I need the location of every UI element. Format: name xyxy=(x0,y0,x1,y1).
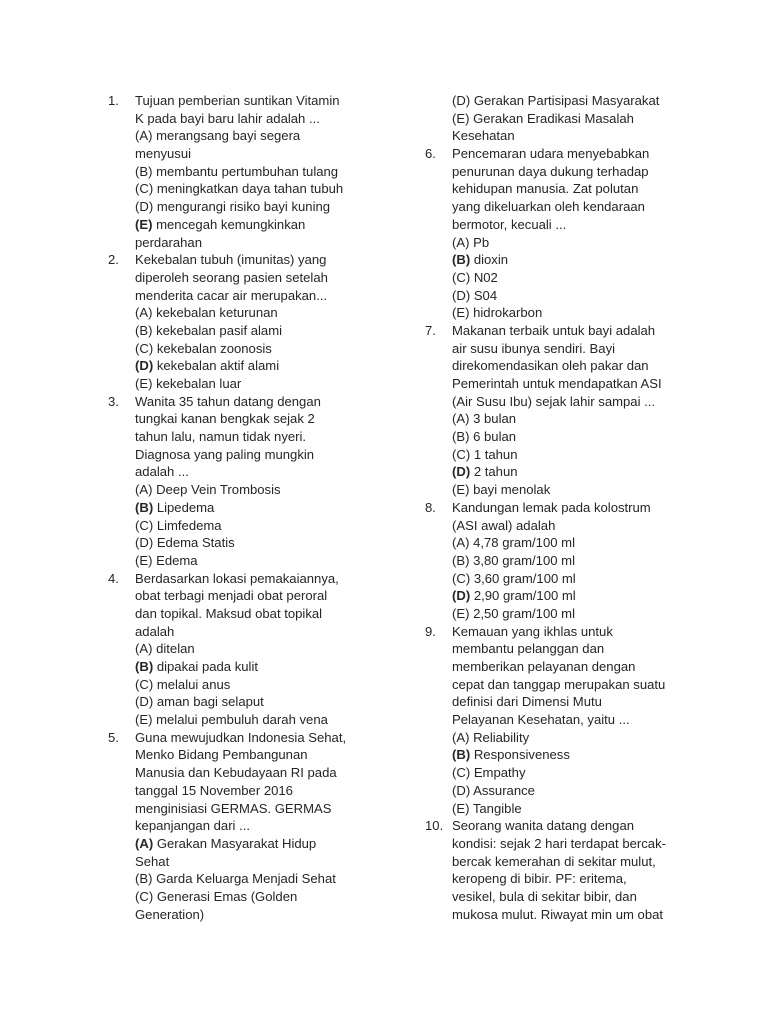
text-segment: (B) 3,80 gram/100 ml xyxy=(452,552,575,568)
text-segment: kepanjangan dari ... xyxy=(135,818,251,834)
text-segment: bermotor, kecuali ... xyxy=(452,216,567,232)
text-line xyxy=(135,658,358,676)
text-line xyxy=(452,322,685,340)
text-line xyxy=(452,269,685,287)
text-segment: (A) ditelan xyxy=(135,641,195,657)
text-segment: kekebalan aktif alami xyxy=(153,358,280,374)
text-line xyxy=(135,587,358,605)
text-line xyxy=(135,817,358,835)
text-line xyxy=(452,393,685,411)
text-segment: K pada bayi baru lahir adalah ... xyxy=(135,110,320,126)
text-line xyxy=(452,552,685,570)
text-segment: Guna mewujudkan Indonesia Sehat, xyxy=(135,729,347,745)
text-segment: dipakai pada kulit xyxy=(153,659,259,674)
question-item xyxy=(108,393,358,570)
text-segment: kehidupan manusia. Zat polutan xyxy=(452,181,639,197)
text-line xyxy=(452,587,685,605)
text-segment: (B) kekebalan pasif alami xyxy=(135,322,283,338)
text-segment: (ASI awal) adalah xyxy=(452,517,556,533)
text-line xyxy=(135,410,358,428)
answer-key-marker: (E) xyxy=(135,216,153,232)
text-segment: Berdasarkan lokasi pemakaiannya, xyxy=(135,570,339,586)
question-item xyxy=(425,322,685,499)
text-segment: (A) Reliability xyxy=(452,729,530,745)
text-line xyxy=(135,234,358,252)
text-segment: (C) meningkatkan daya tahan tubuh xyxy=(135,181,344,197)
question-item xyxy=(425,499,685,623)
text-segment: (C) Limfedema xyxy=(135,517,222,533)
question-text xyxy=(135,729,358,924)
text-line xyxy=(135,853,358,871)
text-segment: definisi dari Dimensi Mutu xyxy=(452,694,602,710)
text-segment: tahun lalu, namun tidak nyeri. xyxy=(135,429,307,445)
text-segment: Sehat xyxy=(135,853,170,869)
text-segment: Menko Bidang Pembangunan xyxy=(135,747,308,763)
text-segment: Tujuan pemberian suntikan Vitamin xyxy=(135,93,340,108)
question-text xyxy=(135,393,358,570)
answer-key-marker: (B) xyxy=(452,252,471,268)
text-line xyxy=(452,251,685,269)
text-line xyxy=(135,906,358,924)
text-segment: (C) Empathy xyxy=(452,765,526,781)
text-line xyxy=(452,853,685,871)
question-number: 10. xyxy=(425,818,444,834)
text-line xyxy=(135,92,358,110)
text-segment: direkomendasikan oleh pakar dan xyxy=(452,358,649,374)
text-segment: (D) mengurangi risiko bayi kuning xyxy=(135,199,331,215)
text-line xyxy=(452,92,685,110)
text-segment: (D) Assurance xyxy=(452,782,535,798)
text-line xyxy=(452,746,685,764)
text-line xyxy=(452,340,685,358)
text-segment: mencegah kemungkinkan xyxy=(152,216,306,232)
text-line xyxy=(135,446,358,464)
text-line xyxy=(135,145,358,163)
text-segment: Seorang wanita datang dengan xyxy=(452,818,635,834)
question-text xyxy=(135,92,358,251)
text-segment: (A) kekebalan keturunan xyxy=(135,305,278,321)
text-segment: (E) 2,50 gram/100 ml xyxy=(452,605,575,621)
text-line xyxy=(135,711,358,729)
text-segment: cepat dan tanggap merupakan suatu xyxy=(452,676,666,692)
text-segment: (C) kekebalan zoonosis xyxy=(135,340,272,356)
text-line xyxy=(135,269,358,287)
question-number: 9. xyxy=(425,623,436,639)
text-line xyxy=(452,782,685,800)
text-segment: (C) N02 xyxy=(452,269,498,285)
text-line xyxy=(135,357,358,375)
text-segment: (A) merangsang bayi segera xyxy=(135,128,301,144)
text-segment: adalah xyxy=(135,623,175,639)
text-line xyxy=(135,463,358,481)
text-line xyxy=(135,517,358,535)
question-number: 1. xyxy=(108,93,119,108)
text-segment: 2,90 gram/100 ml xyxy=(470,588,576,604)
text-line xyxy=(135,534,358,552)
text-line xyxy=(135,481,358,499)
text-segment: dan topikal. Maksud obat topikal xyxy=(135,605,323,621)
text-line xyxy=(452,693,685,711)
question-number: 5. xyxy=(108,729,119,745)
text-segment: Kesehatan xyxy=(452,128,515,144)
question-text xyxy=(452,499,685,623)
text-line xyxy=(135,304,358,322)
text-line xyxy=(135,800,358,818)
question-item xyxy=(425,623,685,818)
text-segment: menginisiasi GERMAS. GERMAS xyxy=(135,800,332,816)
text-segment: adalah ... xyxy=(135,464,189,480)
text-line xyxy=(452,163,685,181)
text-segment: menyusui xyxy=(135,146,192,162)
text-segment: perdarahan xyxy=(135,234,202,250)
text-line xyxy=(135,746,358,764)
answer-key-marker: (D) xyxy=(452,464,471,480)
text-line xyxy=(135,251,358,269)
text-line xyxy=(452,570,685,588)
text-segment: (E) bayi menolak xyxy=(452,482,551,498)
question-text xyxy=(452,145,685,322)
text-line xyxy=(452,304,685,322)
text-line xyxy=(135,499,358,517)
text-line xyxy=(452,517,685,535)
text-line xyxy=(452,110,685,128)
text-segment: (C) 3,60 gram/100 ml xyxy=(452,570,576,586)
text-segment: bercak kemerahan di sekitar mulut, xyxy=(452,853,656,869)
question-item xyxy=(108,570,358,729)
text-segment: (B) 6 bulan xyxy=(452,429,517,445)
text-segment: tungkai kanan bengkak sejak 2 xyxy=(135,411,315,427)
text-line xyxy=(135,198,358,216)
text-line xyxy=(135,676,358,694)
answer-key-marker: (D) xyxy=(452,588,471,604)
text-segment: diperoleh seorang pasien setelah xyxy=(135,269,328,285)
text-line xyxy=(452,446,685,464)
question-number: 6. xyxy=(425,146,436,162)
text-line xyxy=(135,552,358,570)
text-line xyxy=(452,729,685,747)
text-segment: (C) 1 tahun xyxy=(452,446,518,462)
text-line xyxy=(452,287,685,305)
text-segment: vesikel, bula di sekitar bibir, dan xyxy=(452,888,637,904)
text-line xyxy=(135,375,358,393)
text-segment: (B) membantu pertumbuhan tulang xyxy=(135,163,339,179)
text-segment: (B) Garda Keluarga Menjadi Sehat xyxy=(135,871,336,887)
text-line xyxy=(452,870,685,888)
text-line xyxy=(452,906,685,924)
question-item xyxy=(108,92,358,251)
answer-key-marker: (D) xyxy=(135,358,154,374)
text-line xyxy=(135,570,358,588)
question-text xyxy=(135,570,358,729)
text-line xyxy=(452,375,685,393)
text-line xyxy=(135,605,358,623)
answer-key-marker: (B) xyxy=(452,747,471,763)
text-line xyxy=(452,835,685,853)
text-line xyxy=(452,481,685,499)
text-line xyxy=(135,428,358,446)
question-text xyxy=(452,817,685,923)
text-line xyxy=(452,676,685,694)
text-line xyxy=(135,163,358,181)
text-segment: (D) Edema Statis xyxy=(135,535,235,551)
text-line xyxy=(452,428,685,446)
text-line xyxy=(135,287,358,305)
text-segment: (A) 4,78 gram/100 ml xyxy=(452,535,575,551)
text-segment: mukosa mulut. Riwayat min um obat xyxy=(452,906,664,922)
text-line xyxy=(135,870,358,888)
text-line xyxy=(452,711,685,729)
text-segment: (Air Susu Ibu) sejak lahir sampai ... xyxy=(452,393,656,409)
question-item xyxy=(108,729,358,924)
text-segment: (D) S04 xyxy=(452,287,498,303)
text-segment: obat terbagi menjadi obat peroral xyxy=(135,588,328,604)
question-text xyxy=(452,92,685,145)
text-segment: Manusia dan Kebudayaan RI pada xyxy=(135,765,337,781)
text-segment: memberikan pelayanan dengan xyxy=(452,659,636,674)
text-line xyxy=(135,393,358,411)
text-line xyxy=(452,357,685,375)
question-number: 2. xyxy=(108,252,119,268)
text-line xyxy=(135,835,358,853)
question-item xyxy=(425,145,685,322)
text-segment: penurunan daya dukung terhadap xyxy=(452,163,649,179)
text-segment: (C) Generasi Emas (Golden xyxy=(135,888,298,904)
text-segment: 2 tahun xyxy=(470,464,518,480)
answer-key-marker: (B) xyxy=(135,659,154,674)
question-text xyxy=(452,623,685,818)
text-line xyxy=(135,110,358,128)
text-line xyxy=(135,180,358,198)
text-segment: Wanita 35 tahun datang dengan xyxy=(135,393,321,409)
text-segment: (D) Gerakan Partisipasi Masyarakat xyxy=(452,93,660,108)
text-line xyxy=(135,640,358,658)
text-segment: (A) Pb xyxy=(452,234,490,250)
text-segment: Gerakan Masyarakat Hidup xyxy=(153,835,317,851)
text-line xyxy=(452,623,685,641)
left-column xyxy=(108,92,358,923)
question-number: 3. xyxy=(108,393,119,409)
text-line xyxy=(452,234,685,252)
text-segment: (E) kekebalan luar xyxy=(135,376,242,391)
text-line xyxy=(135,888,358,906)
text-line xyxy=(452,216,685,234)
question-text xyxy=(452,322,685,499)
text-line xyxy=(452,180,685,198)
text-segment: Pelayanan Kesehatan, yaitu ... xyxy=(452,712,630,728)
text-line xyxy=(135,729,358,747)
text-line xyxy=(452,888,685,906)
text-segment: (E) hidrokarbon xyxy=(452,305,543,321)
text-segment: (D) aman bagi selaput xyxy=(135,694,264,710)
question-number: 7. xyxy=(425,322,436,338)
text-segment: yang dikeluarkan oleh kendaraan xyxy=(452,199,645,215)
text-line xyxy=(452,463,685,481)
text-segment: Pemerintah untuk mendapatkan ASI xyxy=(452,376,662,391)
text-line xyxy=(135,764,358,782)
text-segment: kondisi: sejak 2 hari terdapat bercak- xyxy=(452,835,666,851)
text-segment: Makanan terbaik untuk bayi adalah xyxy=(452,322,656,338)
text-segment: (E) melalui pembuluh darah vena xyxy=(135,712,328,728)
text-segment: Lipedema xyxy=(153,499,215,515)
text-line xyxy=(452,145,685,163)
text-segment: Responsiveness xyxy=(470,747,570,763)
text-line xyxy=(452,605,685,623)
text-line xyxy=(452,534,685,552)
text-line xyxy=(452,658,685,676)
text-line xyxy=(135,782,358,800)
question-item xyxy=(425,817,685,923)
text-segment: air susu ibunya sendiri. Bayi xyxy=(452,340,616,356)
question-continuation xyxy=(425,92,685,145)
text-line xyxy=(452,410,685,428)
text-segment: Generation) xyxy=(135,906,205,922)
text-segment: (E) Tangible xyxy=(452,800,522,816)
question-number: 8. xyxy=(425,499,436,515)
text-segment: (A) Deep Vein Trombosis xyxy=(135,482,281,498)
text-segment: (E) Gerakan Eradikasi Masalah xyxy=(452,110,634,126)
text-segment: menderita cacar air merupakan... xyxy=(135,287,328,303)
text-segment: dioxin xyxy=(470,252,509,268)
text-segment: (E) Edema xyxy=(135,552,198,568)
question-number: 4. xyxy=(108,570,119,586)
text-line xyxy=(452,640,685,658)
right-column xyxy=(425,92,685,923)
text-segment: Pencemaran udara menyebabkan xyxy=(452,146,650,162)
text-line xyxy=(452,817,685,835)
text-segment: (C) melalui anus xyxy=(135,676,231,692)
text-line xyxy=(452,127,685,145)
text-line xyxy=(135,340,358,358)
answer-key-marker: (B) xyxy=(135,499,154,515)
text-segment: keropeng di bibir. PF: eritema, xyxy=(452,871,627,887)
question-text xyxy=(135,251,358,393)
text-line xyxy=(452,499,685,517)
text-segment: tanggal 15 November 2016 xyxy=(135,782,293,798)
text-segment: (A) 3 bulan xyxy=(452,411,517,427)
text-segment: Kekebalan tubuh (imunitas) yang xyxy=(135,252,327,268)
text-line xyxy=(452,800,685,818)
text-line xyxy=(452,764,685,782)
text-line xyxy=(135,623,358,641)
text-segment: Kandungan lemak pada kolostrum xyxy=(452,499,651,515)
text-line xyxy=(452,198,685,216)
text-segment: Diagnosa yang paling mungkin xyxy=(135,446,315,462)
text-line xyxy=(135,693,358,711)
text-segment: Kemauan yang ikhlas untuk xyxy=(452,623,613,639)
answer-key-marker: (A) xyxy=(135,835,154,851)
text-line xyxy=(135,216,358,234)
text-line xyxy=(135,127,358,145)
question-item xyxy=(108,251,358,393)
text-segment: membantu pelanggan dan xyxy=(452,641,605,657)
text-line xyxy=(135,322,358,340)
